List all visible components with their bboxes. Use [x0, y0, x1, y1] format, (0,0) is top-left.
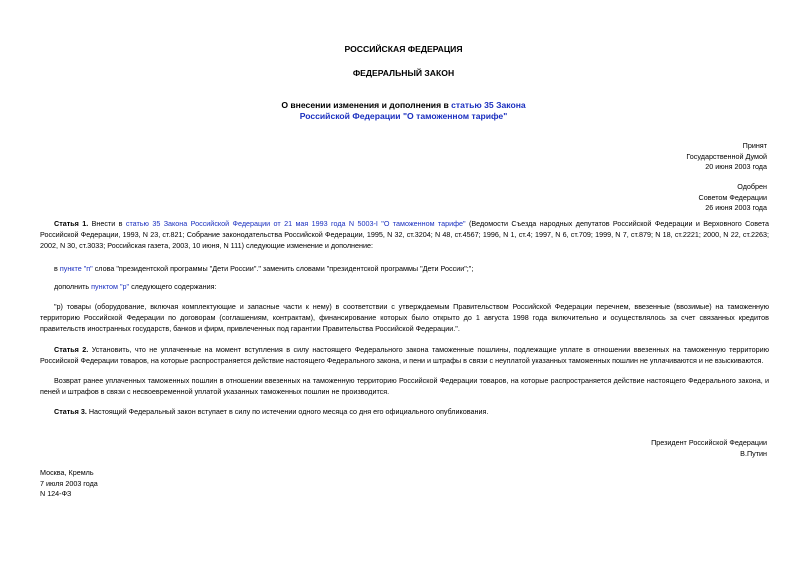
item-p-link[interactable]: пункте "п" [59, 264, 93, 273]
item-r-quote: "р) товары (оборудование, включая комплектующие и запасные части к нему) в соответствии с утверждаемым Правительством Российской Федерации перечнем, ввезенные (ввозимые) на таможенную территорию Российской Федерации по договорам (соглашениям, контрактам), финансирование которых было открыто до 1 августа 1998 года включительно и осуществлялось за счет связанных кредитов правительств иностранных государств, банков и фирм, привлеченных под гарантии Правительства Российской Федерации.". [40, 302, 769, 333]
signature-name: В.Путин [740, 448, 767, 458]
footer-date: 7 июля 2003 года [40, 478, 98, 488]
law-title-link-law[interactable]: Российской Федерации "О таможенном тарифе" [299, 111, 508, 121]
article-3-label: Статья 3. [54, 407, 87, 416]
item-r-pre: дополнить [54, 282, 92, 291]
article-1 [40, 219, 769, 251]
article-3 [40, 407, 769, 418]
signature-block [651, 438, 767, 459]
article-1-pre: Внести в [88, 219, 126, 228]
item-r-text: следующего содержания: [129, 282, 217, 291]
item-p-pre: в [54, 264, 60, 273]
law-title [0, 100, 807, 122]
article-2-label: Статья 2. [54, 345, 89, 354]
adoption-accepted [686, 141, 767, 173]
law-type-heading: ФЕДЕРАЛЬНЫЙ ЗАКОН [352, 68, 455, 78]
signature-position: Президент Российской Федерации [651, 438, 767, 447]
country-heading: РОССИЙСКАЯ ФЕДЕРАЦИЯ [344, 44, 463, 54]
item-r-link[interactable]: пунктом "р" [91, 282, 130, 291]
article-2 [40, 345, 769, 367]
footer-block [40, 468, 98, 500]
accepted-body: Государственной Думой [686, 151, 767, 161]
accepted-label: Принят [742, 141, 767, 150]
footer-number: N 124-ФЗ [40, 489, 72, 498]
approved-date: 26 июня 2003 года [705, 203, 767, 212]
article-1-label: Статья 1. [54, 219, 89, 228]
adoption-approved [699, 182, 767, 214]
article-3-text: Настоящий Федеральный закон вступает в силу по истечении одного месяца со дня его официального опубликования. [86, 407, 489, 416]
law-title-prefix: О внесении изменения и дополнения в [281, 100, 452, 110]
article-2-continuation: Возврат ранее уплаченных таможенных пошлин в отношении ввезенных на таможенную территорию Российской Федерации товаров, на которые распространяется действие настоящего Федерального закона, и пеней и штрафов в связи с несвоевременной уплатой указанных таможенных пошлин не производится. [40, 376, 769, 396]
article-1-item-p [40, 264, 769, 275]
accepted-date: 20 июня 2003 года [705, 162, 767, 171]
article-2-text: Установить, что не уплаченные на момент вступления в силу настоящего Федерального закона таможенные пошлины, подлежащие уплате в отношении ввезенных на таможенную территорию Российской Федерации товаров, на которые распространяется действие настоящего Федерального закона, и пени и штрафы в связи с неуплатой указанных таможенных пошлин не уплачиваются и не взыскиваются. [40, 345, 769, 365]
law-title-link-article[interactable]: статью 35 Закона [451, 100, 526, 110]
item-p-text: слова "президентской программы "Дети России"." заменить словами "президентской программы "Дети России";"; [92, 264, 474, 273]
article-1-link[interactable]: статью 35 Закона Российской Федерации от 21 мая 1993 года N 5003-I "О таможенном тарифе" [125, 219, 466, 228]
article-1-text: (Ведомости Съезда народных депутатов Российской Федерации и Верховного Совета Российской Федерации, 1993, N 23, ст.821; Собрание законодательства Российской Федерации, 1995, N 32, ст.3204; N 48, ст.4567; 1996, N 1, ст.4; 1997, N 6, ст.709; 1999, N 7, ст.879; N 18, ст.2221; 2000, N 22, ст.2263; 2002, N 30, ст.3033; Российская газета, 2003, 10 июня, N 111) следующие изменение и дополнение: [40, 219, 769, 250]
footer-place: Москва, Кремль [40, 468, 94, 477]
approved-body: Советом Федерации [698, 192, 767, 202]
approved-label: Одобрен [737, 182, 767, 191]
article-1-item-r [40, 282, 769, 293]
